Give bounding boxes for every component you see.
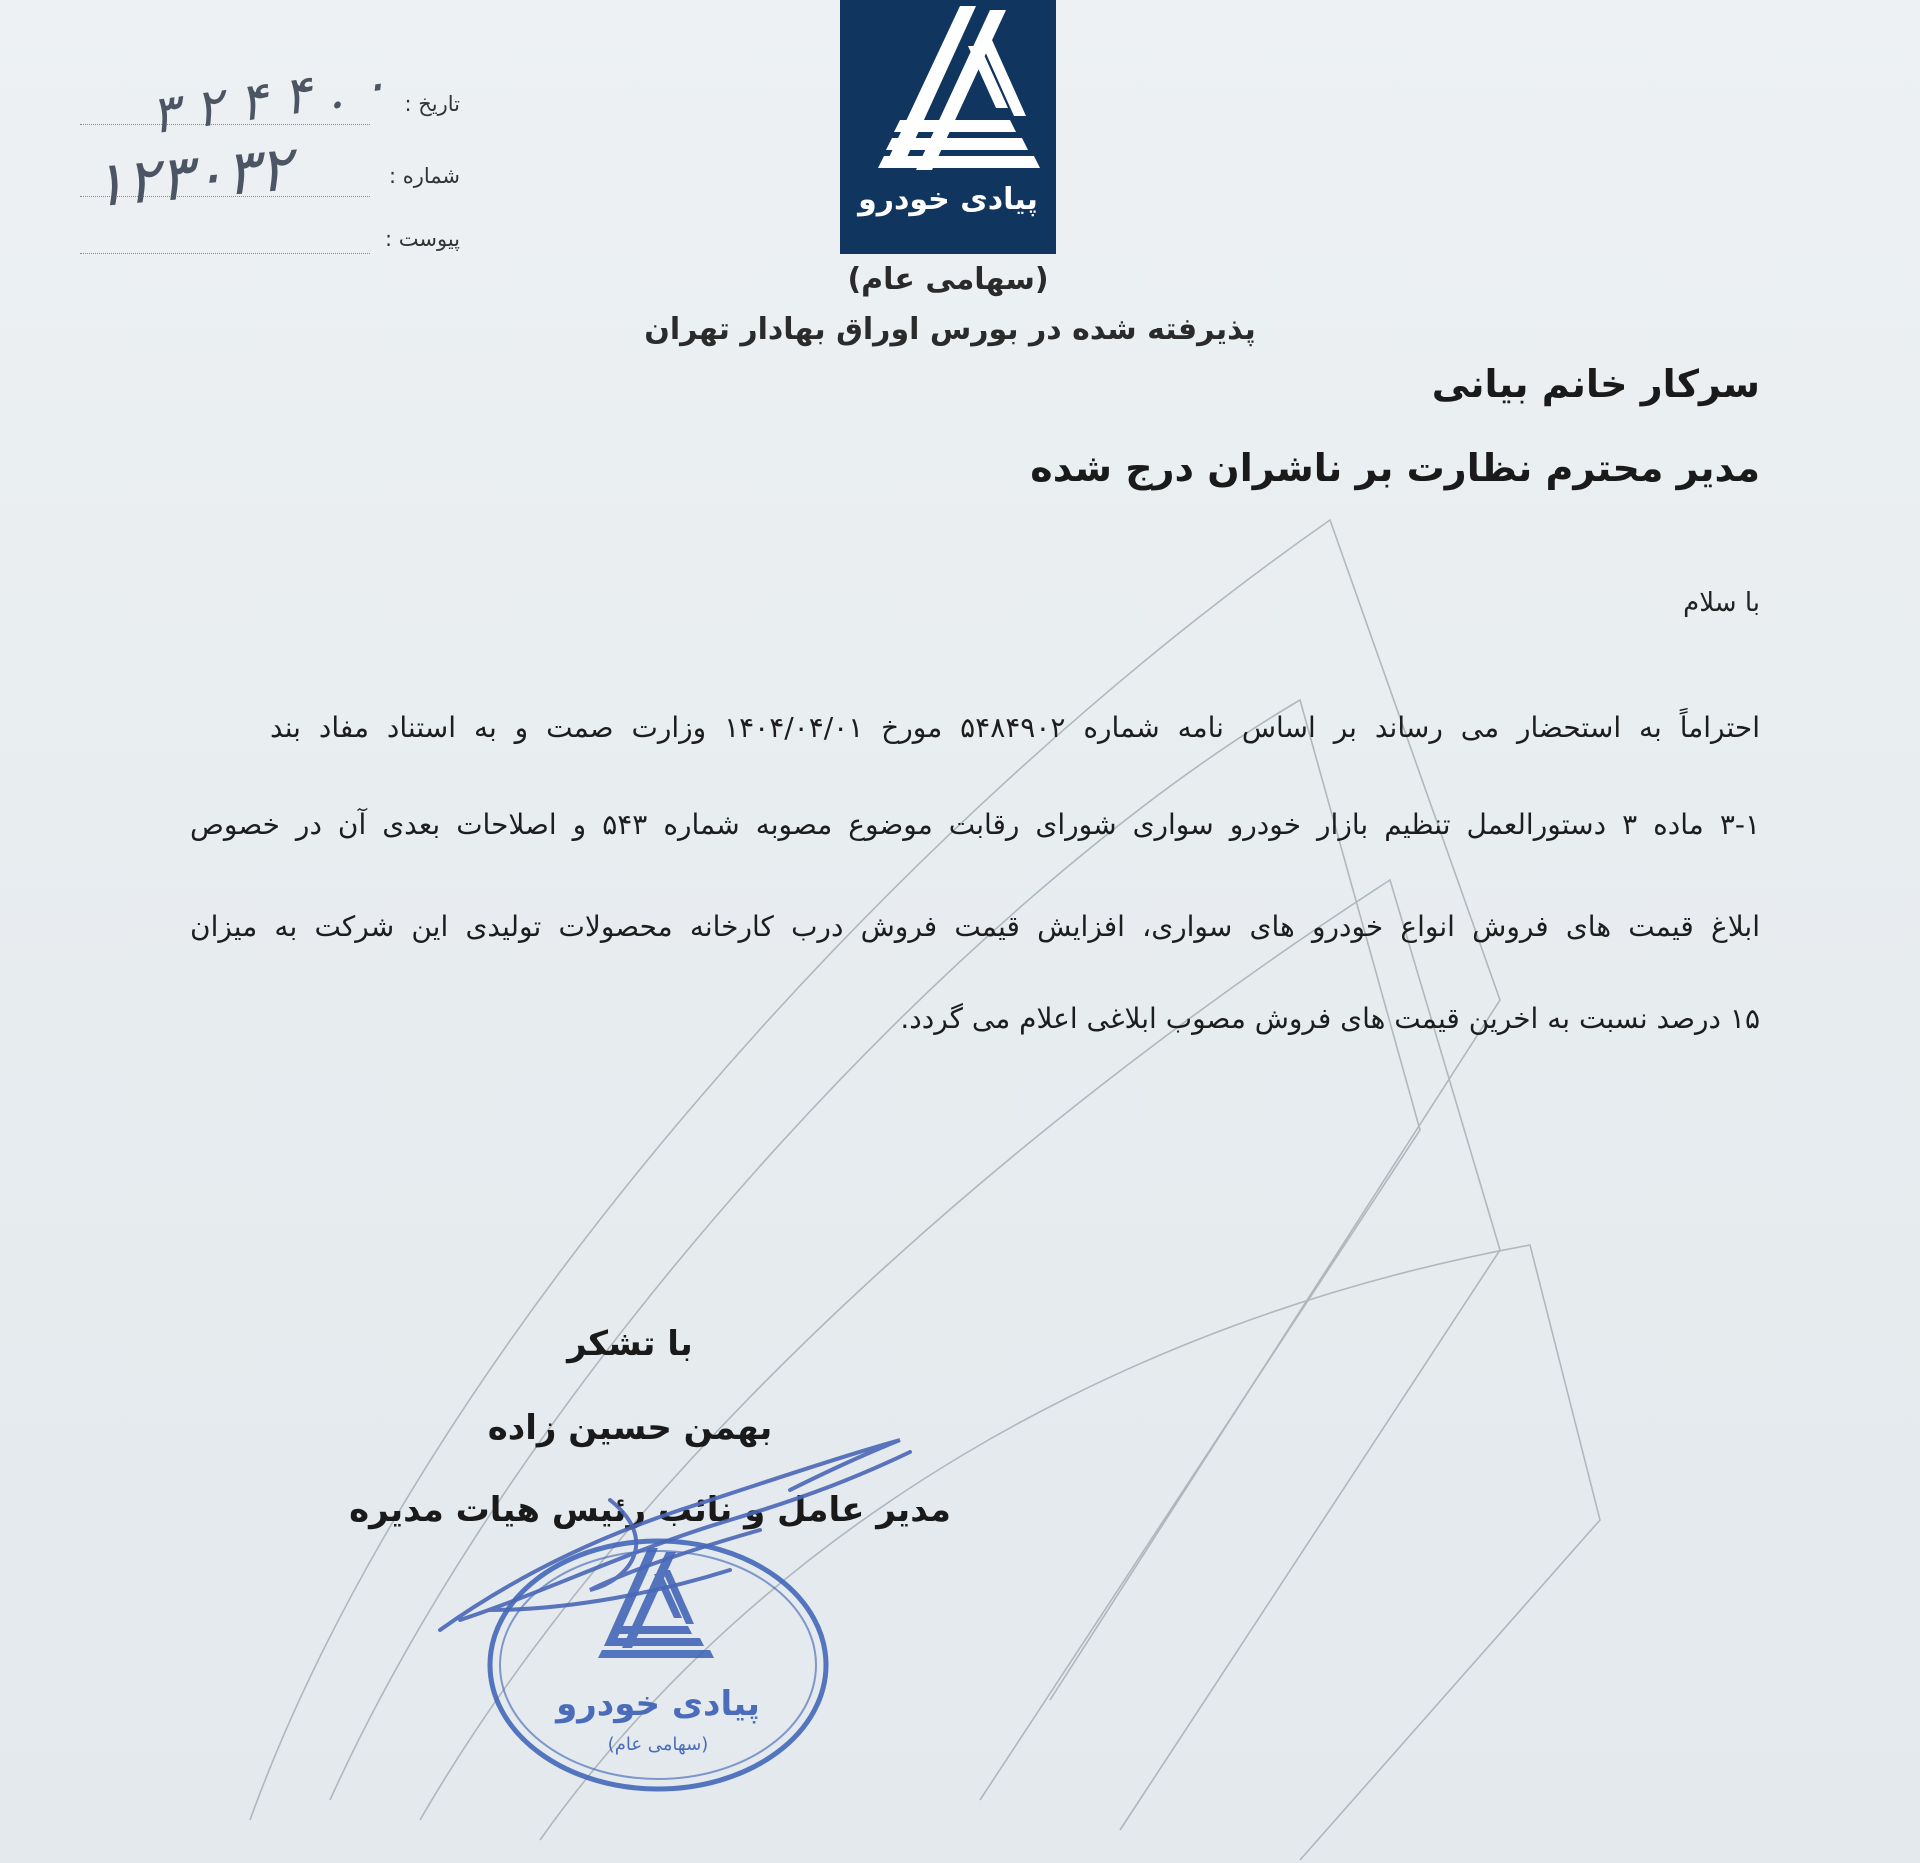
company-type: (سهامی عام) [847,262,1049,297]
recipient-title: مدیر محترم نظارت بر ناشران درج شده [1030,446,1760,490]
logo-wordmark: پیادی خودرو [858,182,1038,217]
body-line: ۱۵ درصد نسبت به اخرین قیمت های فروش مصوب ابلاغی اعلام می گردد. [900,1002,1760,1035]
stamp-subtext: (سهامی عام) [607,1734,709,1755]
signer-name: بهمن حسین زاده [487,1408,773,1448]
stamp-wordmark: پیادی خودرو [556,1684,760,1724]
body-line: ۳-۱ ماده ۳ دستورالعمل تنظیم بازار خودرو سواری شورای رقابت موضوع مصوبه شماره ۵۴۳ و اصلاحات بعدی آن در خصوص [190,808,1760,841]
attachment-line [80,253,370,254]
stock-exchange-note: پذیرفته شده در بورس اوراق بهادار تهران [644,312,1256,347]
recipient-name: سرکار خانم بیانی [1431,362,1760,406]
greeting: با سلام [1683,588,1760,618]
stamp-seal-icon [478,1530,838,1800]
closing-thanks: با تشکر [567,1324,693,1364]
attachment-label: پیوست : [385,227,460,251]
company-logo [840,0,1056,254]
date-label: تاریخ : [404,92,460,116]
body-line: احتراماً به استحضار می رساند بر اساس نامه شماره ۵۴۸۴۹۰۲ مورخ ۱۴۰۴/۰۴/۰۱ وزارت صمت و به استناد مفاد بند [270,711,1761,744]
body-line: ابلاغ قیمت های فروش انواع خودرو های سواری، افزایش قیمت فروش درب کارخانه محصولات تولیدی این شرکت به میزان [190,910,1760,943]
handwritten-number: ۱۲۳۰۳۲ [89,131,295,222]
signer-title: مدیر عامل و نائب رئیس هیات مدیره [349,1490,951,1530]
handwritten-date: ۳ ۲ ۴ ۴ . ۰ [146,53,392,147]
number-label: شماره : [388,164,460,188]
company-stamp [478,1530,838,1800]
